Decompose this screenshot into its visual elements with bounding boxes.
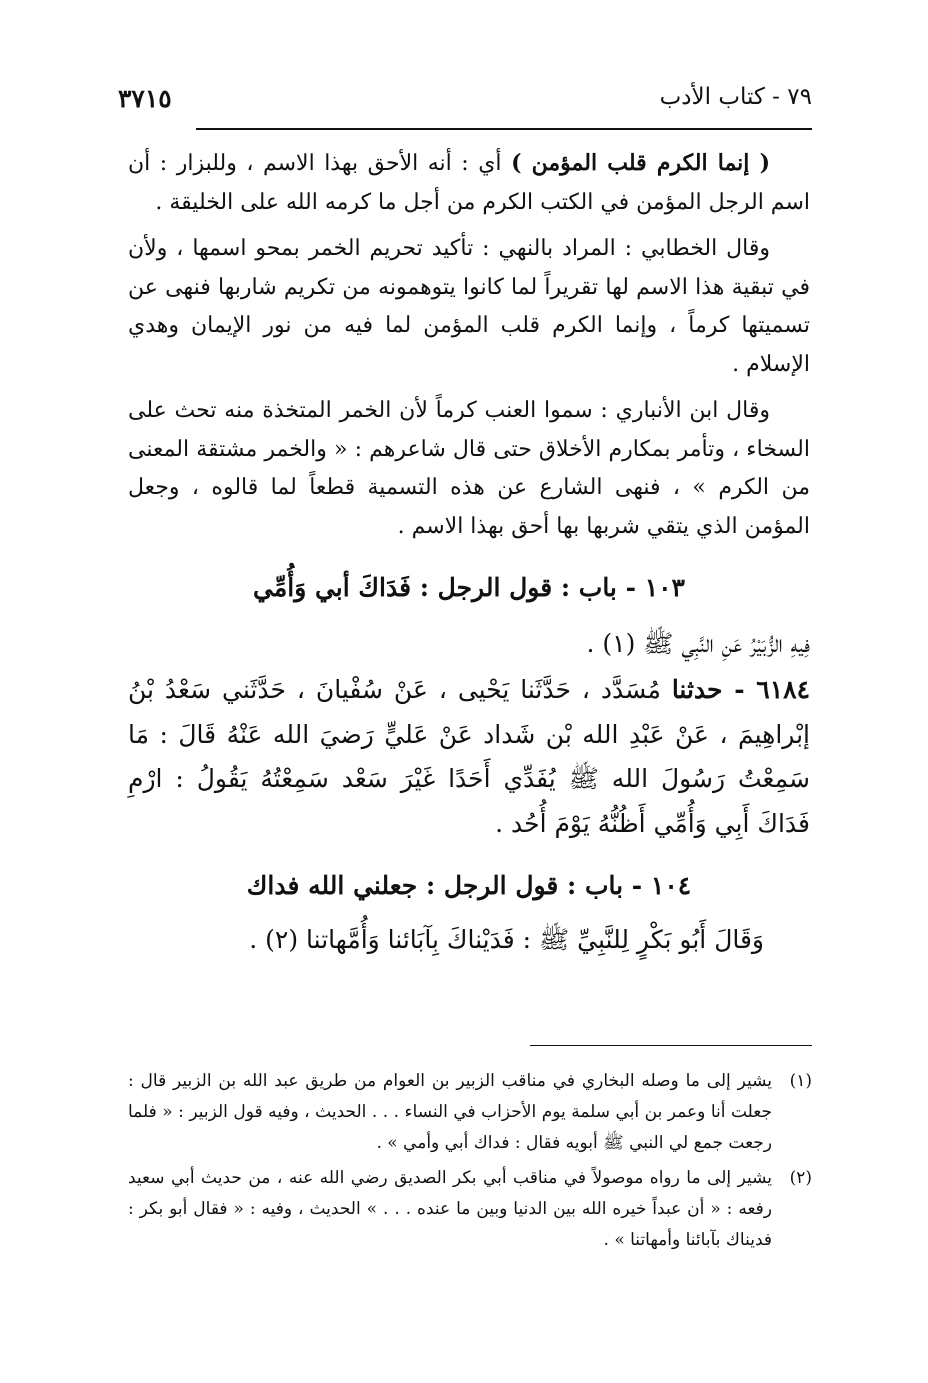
chapter-heading-104: ١٠٤ - باب : قول الرجل : جعلني الله فداك (246, 871, 692, 900)
hadith-text: مُسَدَّد ، حَدَّثَنا يَحْيى ، عَنْ سُفْيانَ ، حَدَّثَني سَعْدُ بْنُ إبْراهِيمَ ، عَنْ عَبْدِ الله بْن شَداد عَنْ عَليٍّ رَضيَ الله عَنْهُ قَالَ : مَا سَمِعْتُ رَسُولَ الله ﷺ يُفَدِّي أَحَدًا غَيْرَ سَعْد سَمِعْتُهُ يَقُولُ : ارْمِ فَدَاكَ أَبِي وَأُمِّي أَظُنُّهُ يَوْمَ أُحُد . (128, 675, 810, 838)
footnote (128, 1163, 812, 1256)
running-title: ٧٩ - كتاب الأدب (659, 84, 812, 110)
commentary-text: أي : أنه الأحق بهذا الاسم ، وللبزار : أن اسم الرجل المؤمن في الكتب الكرم من أجل ما كرمه الله على الخليقة . (128, 151, 810, 215)
chapter-note-103: فِيهِ الزُّبَيْرُ عَنِ النَّبِي ﷺ (١) . (586, 629, 810, 658)
footnote-text: يشير إلى ما وصله البخاري في مناقب الزبير بن العوام من طريق عبد الله بن الزبير قال : جعلت أنا وعمر بن أبي سلمة يوم الأحزاب في النساء . . . الحديث ، وفيه قول الزبير : « فلما رجعت جمع لي النبي ﷺ أبويه فقال : فداك أبي وأمي » . (128, 1071, 772, 1153)
footnote-mark: (١) (789, 1071, 812, 1091)
footnote (128, 1066, 812, 1159)
footnote-text: يشير إلى ما رواه موصولاً في مناقب أبي بكر الصديق رضي الله عنه ، من حديث أبي سعيد رفعه : « أن عبداً خيره الله بين الدنيا وبين ما عنده . . . » الحديث ، وفيه : « فقال أبو بكر : فديناك بآبائنا وأمهاتنا » . (128, 1168, 772, 1250)
chapter-quote-104: وَقَالَ أَبُو بَكْرٍ لِلنَّبِيِّ ﷺ : فَدَيْناكَ بِآبَائنا وَأُمَّهاتنا (٢) . (249, 925, 764, 954)
page-header (118, 84, 812, 128)
page-number: ٣٧١٥ (118, 84, 172, 113)
chapter-heading-103: ١٠٣ - باب : قول الرجل : فَدَاكَ أبي وَأُمِّي (253, 573, 685, 602)
commentary-paragraph-1 (128, 144, 810, 222)
hadith-number: ٦١٨٤ - حدثنا (671, 675, 811, 704)
commentary-paragraph-2: وقال الخطابي : المراد بالنهي : تأكيد تحريم الخمر بمحو اسمها ، ولأن في تبقية هذا الاسم لها تقريراً لما كانوا يتوهمونه من تكريم شاربها فنهى عن تسميتها كرماً ، وإنما الكرم قلب المؤمن لما فيه من نور الإيمان وهدي الإسلام . (128, 236, 810, 377)
header-divider (196, 128, 812, 130)
footnote-mark: (٢) (789, 1168, 812, 1188)
quoted-phrase: ( إنما الكرم قلب المؤمن ) (511, 150, 770, 176)
main-text (128, 144, 810, 962)
footnotes (128, 1066, 812, 1256)
hadith-6184 (128, 668, 810, 846)
commentary-paragraph-3: وقال ابن الأنباري : سموا العنب كرماً لأن الخمر المتخذة منه تحث على السخاء ، وتأمر بمكارم الأخلاق حتى قال شاعرهم : « والخمر مشتقة المعنى من الكرم » ، فنهى الشارع عن هذه التسمية قطعاً لما قالوه ، وجعل المؤمن الذي يتقي شربها بها أحق بهذا الاسم . (128, 398, 810, 539)
footnote-divider (530, 1045, 812, 1046)
